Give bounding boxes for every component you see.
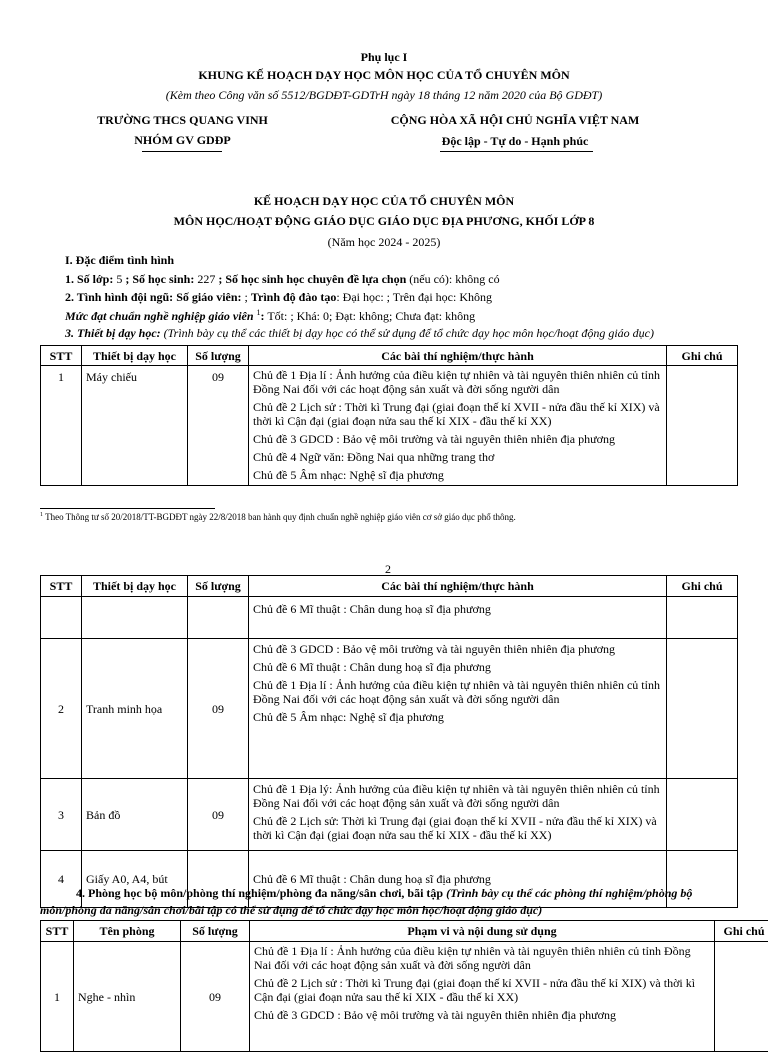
equipment-table-2: [40, 575, 738, 908]
row-device: Bản đồ: [82, 779, 188, 851]
frame-title: KHUNG KẾ HOẠCH DẠY HỌC MÔN HỌC CỦA TỔ CHUYÊN MÔN: [0, 68, 768, 83]
row-note: [667, 779, 738, 851]
colon: :: [261, 309, 265, 323]
footnote: [40, 512, 516, 522]
table-row: [41, 366, 738, 486]
list-item: Chủ đề 1 Địa lí : Ảnh hưởng của điều kiện tự nhiên và tài nguyên thiên nhiên củ tỉnh Đồng Nai đối với các hoạt động sản xuất và đời sống người dân: [253, 368, 662, 396]
list-item: Chủ đề 2 Lịch sử : Thời kì Trung đại (giai đoạn thế kỉ XVII - nửa đầu thế kỉ XIX) và thời kì Cận đại (giai đoạn nửa sau thế kỉ XIX - đầu thế kỉ XX): [254, 976, 710, 1004]
elective-label: ; Số học sinh học chuyên đề lựa chọn: [218, 272, 406, 286]
section1-line2: [65, 290, 492, 305]
student-count-label: ; Số học sinh:: [125, 272, 194, 286]
list-item: Chủ đề 5 Âm nhạc: Nghệ sĩ địa phương: [253, 468, 662, 482]
row-experiments: [249, 597, 667, 639]
plan-subtitle: MÔN HỌC/HOẠT ĐỘNG GIÁO DỤC GIÁO DỤC ĐỊA PHƯƠNG, KHỐI LỚP 8: [0, 214, 768, 229]
rooms-table: [40, 920, 768, 1052]
col-qty: Số lượng: [188, 346, 249, 366]
list-item: Chủ đề 2 Lịch sử : Thời kì Trung đại (giai đoạn thế kỉ XVII - nửa đầu thế kỉ XIX) và thời kì Cận đại (giai đoạn nửa sau thế kỉ XIX - đầu thế kỉ XX): [253, 400, 662, 428]
section1-line4: [65, 326, 654, 341]
col-usage: Phạm vi và nội dung sử dụng: [250, 921, 715, 942]
footnote-text: Theo Thông tư số 20/2018/TT-BGDĐT ngày 22/8/2018 ban hành quy định chuẩn nghề nghiệp giáo viên cơ sở giáo dục phổ thông.: [43, 512, 516, 522]
standard-value: Tốt: ; Khá: 0; Đạt: không; Chưa đạt: không: [265, 309, 476, 323]
row-device: Giấy A0, A4, bút: [82, 851, 188, 908]
col-device: Thiết bị dạy học: [82, 346, 188, 366]
teacher-count-label: Số giáo viên:: [173, 290, 241, 304]
col-qty: Số lượng: [181, 921, 250, 942]
motto: Độc lập - Tự do - Hạnh phúc: [380, 134, 650, 149]
row-device: Tranh minh họa: [82, 639, 188, 779]
row-qty: 09: [188, 639, 249, 779]
equipment-label: 3. Thiết bị dạy học:: [65, 326, 161, 340]
list-item: Chủ đề 1 Địa lí : Ảnh hưởng của điều kiện tự nhiên và tài nguyên thiên nhiên củ tỉnh Đồng Nai đối với các hoạt động sản xuất và đời sống người dân: [253, 678, 662, 706]
col-note: Ghi chú: [667, 346, 738, 366]
row-device: Máy chiếu: [82, 366, 188, 486]
row-qty: [188, 597, 249, 639]
list-item: Chủ đề 3 GDCD : Bảo vệ môi trường và tài nguyên thiên nhiên địa phương: [254, 1008, 710, 1022]
elective-value: (nếu có): không có: [406, 272, 499, 286]
row-stt: 1: [41, 366, 82, 486]
row-room: Nghe - nhìn: [74, 942, 181, 1052]
list-item: Chủ đề 1 Địa lý: Ảnh hưởng của điều kiện tự nhiên và tài nguyên thiên nhiên củ tỉnh Đồng Nai đối với các hoạt động sản xuất và đời sống người dân: [253, 782, 662, 810]
list-item: Chủ đề 3 GDCD : Bảo vệ môi trường và tài nguyên thiên nhiên địa phương: [253, 642, 662, 656]
training-value: : Đại học: ; Trên đại học: Không: [336, 290, 492, 304]
col-stt: STT: [41, 921, 74, 942]
row-stt: [41, 597, 82, 639]
table-row: [41, 639, 738, 779]
footnote-rule: [40, 508, 215, 509]
equipment-table-1: [40, 345, 738, 486]
list-item: Chủ đề 6 Mĩ thuật : Chân dung hoạ sĩ địa phương: [253, 602, 662, 616]
appendix-label: Phụ lục I: [0, 50, 768, 65]
row-stt: 1: [41, 942, 74, 1052]
student-count: 227: [194, 272, 218, 286]
footnote-ref: 1: [257, 308, 261, 317]
list-item: Chủ đề 2 Lịch sử: Thời kì Trung đại (giai đoạn thế kỉ XVII - nửa đầu thế kỉ XIX) và thời kì Cận đại (giai đoạn nửa sau thế kỉ XIX - đầu thế kỉ XX): [253, 814, 662, 842]
col-stt: STT: [41, 346, 82, 366]
class-count-label: 1. Số lớp:: [65, 272, 113, 286]
row-note: [667, 366, 738, 486]
table-row: [41, 597, 738, 639]
school-name: TRƯỜNG THCS QUANG VINH: [80, 113, 285, 128]
list-item: Chủ đề 5 Âm nhạc: Nghệ sĩ địa phương: [253, 710, 662, 724]
col-stt: STT: [41, 576, 82, 597]
table-row: [41, 779, 738, 851]
row-qty: 09: [181, 942, 250, 1052]
standard-label: Mức đạt chuẩn nghề nghiệp giáo viên: [65, 309, 257, 323]
row-device: [82, 597, 188, 639]
staff-label: 2. Tình hình đội ngũ:: [65, 290, 173, 304]
row-stt: 3: [41, 779, 82, 851]
col-experiments: Các bài thí nghiệm/thực hành: [249, 576, 667, 597]
page-number: 2: [0, 562, 768, 577]
footnote-marker: 1: [40, 512, 43, 518]
rooms-desc: (Trình bày cụ thể các phòng thí nghiệm/phòng bộ môn/phòng đa năng/sân chơi/bãi tập có thể sử dụng để tổ chức dạy học môn học/hoạt động giáo dục): [40, 886, 692, 917]
class-count: 5: [113, 272, 125, 286]
row-qty: 09: [188, 779, 249, 851]
row-note: [667, 597, 738, 639]
list-item: Chủ đề 6 Mĩ thuật : Chân dung hoạ sĩ địa phương: [253, 660, 662, 674]
list-item: Chủ đề 3 GDCD : Bảo vệ môi trường và tài nguyên thiên nhiên địa phương: [253, 432, 662, 446]
motto-underline: [440, 151, 593, 152]
plan-title: KẾ HOẠCH DẠY HỌC CỦA TỔ CHUYÊN MÔN: [0, 194, 768, 209]
nation-title: CỘNG HÒA XÃ HỘI CHỦ NGHĨA VIỆT NAM: [380, 113, 650, 128]
col-device: Thiết bị dạy học: [82, 576, 188, 597]
section4-heading: [40, 885, 740, 919]
group-name: NHÓM GV GDĐP: [80, 133, 285, 148]
row-stt: 4: [41, 851, 82, 908]
row-stt: 2: [41, 639, 82, 779]
col-experiments: Các bài thí nghiệm/thực hành: [249, 346, 667, 366]
row-experiments: [249, 366, 667, 486]
school-year: (Năm học 2024 - 2025): [0, 235, 768, 250]
col-note: Ghi chú: [667, 576, 738, 597]
section1-line1: [65, 272, 500, 287]
row-experiments: [249, 639, 667, 779]
section1-heading: I. Đặc điểm tình hình: [65, 253, 174, 268]
col-note: Ghi chú: [715, 921, 768, 942]
row-qty: 09: [188, 366, 249, 486]
list-item: Chủ đề 6 Mĩ thuật : Chân dung hoạ sĩ địa phương: [253, 872, 662, 886]
group-underline: [142, 151, 222, 152]
row-note: [667, 639, 738, 779]
col-qty: Số lượng: [188, 576, 249, 597]
separator: ;: [242, 290, 251, 304]
row-experiments: [249, 779, 667, 851]
col-room: Tên phòng: [74, 921, 181, 942]
list-item: Chủ đề 1 Địa lí : Ảnh hưởng của điều kiện tự nhiên và tài nguyên thiên nhiên củ tỉnh Đồng Nai đối với các hoạt động sản xuất và đời sống người dân: [254, 944, 710, 972]
attached-note: (Kèm theo Công văn số 5512/BGDĐT-GDTrH ngày 18 tháng 12 năm 2020 của Bộ GDĐT): [0, 88, 768, 103]
training-label: Trình độ đào tạo: [251, 290, 336, 304]
table-row: [41, 942, 768, 1052]
section1-line3: [65, 308, 475, 324]
row-usage: [250, 942, 715, 1052]
rooms-label: 4. Phòng học bộ môn/phòng thí nghiệm/phòng đa năng/sân chơi, bãi tập: [76, 886, 443, 900]
equipment-desc: (Trình bày cụ thể các thiết bị dạy học có thể sử dụng để tổ chức dạy học môn học/hoạt động giáo dục): [161, 326, 654, 340]
row-note: [715, 942, 768, 1052]
list-item: Chủ đề 4 Ngữ văn: Đồng Nai qua những trang thơ: [253, 450, 662, 464]
